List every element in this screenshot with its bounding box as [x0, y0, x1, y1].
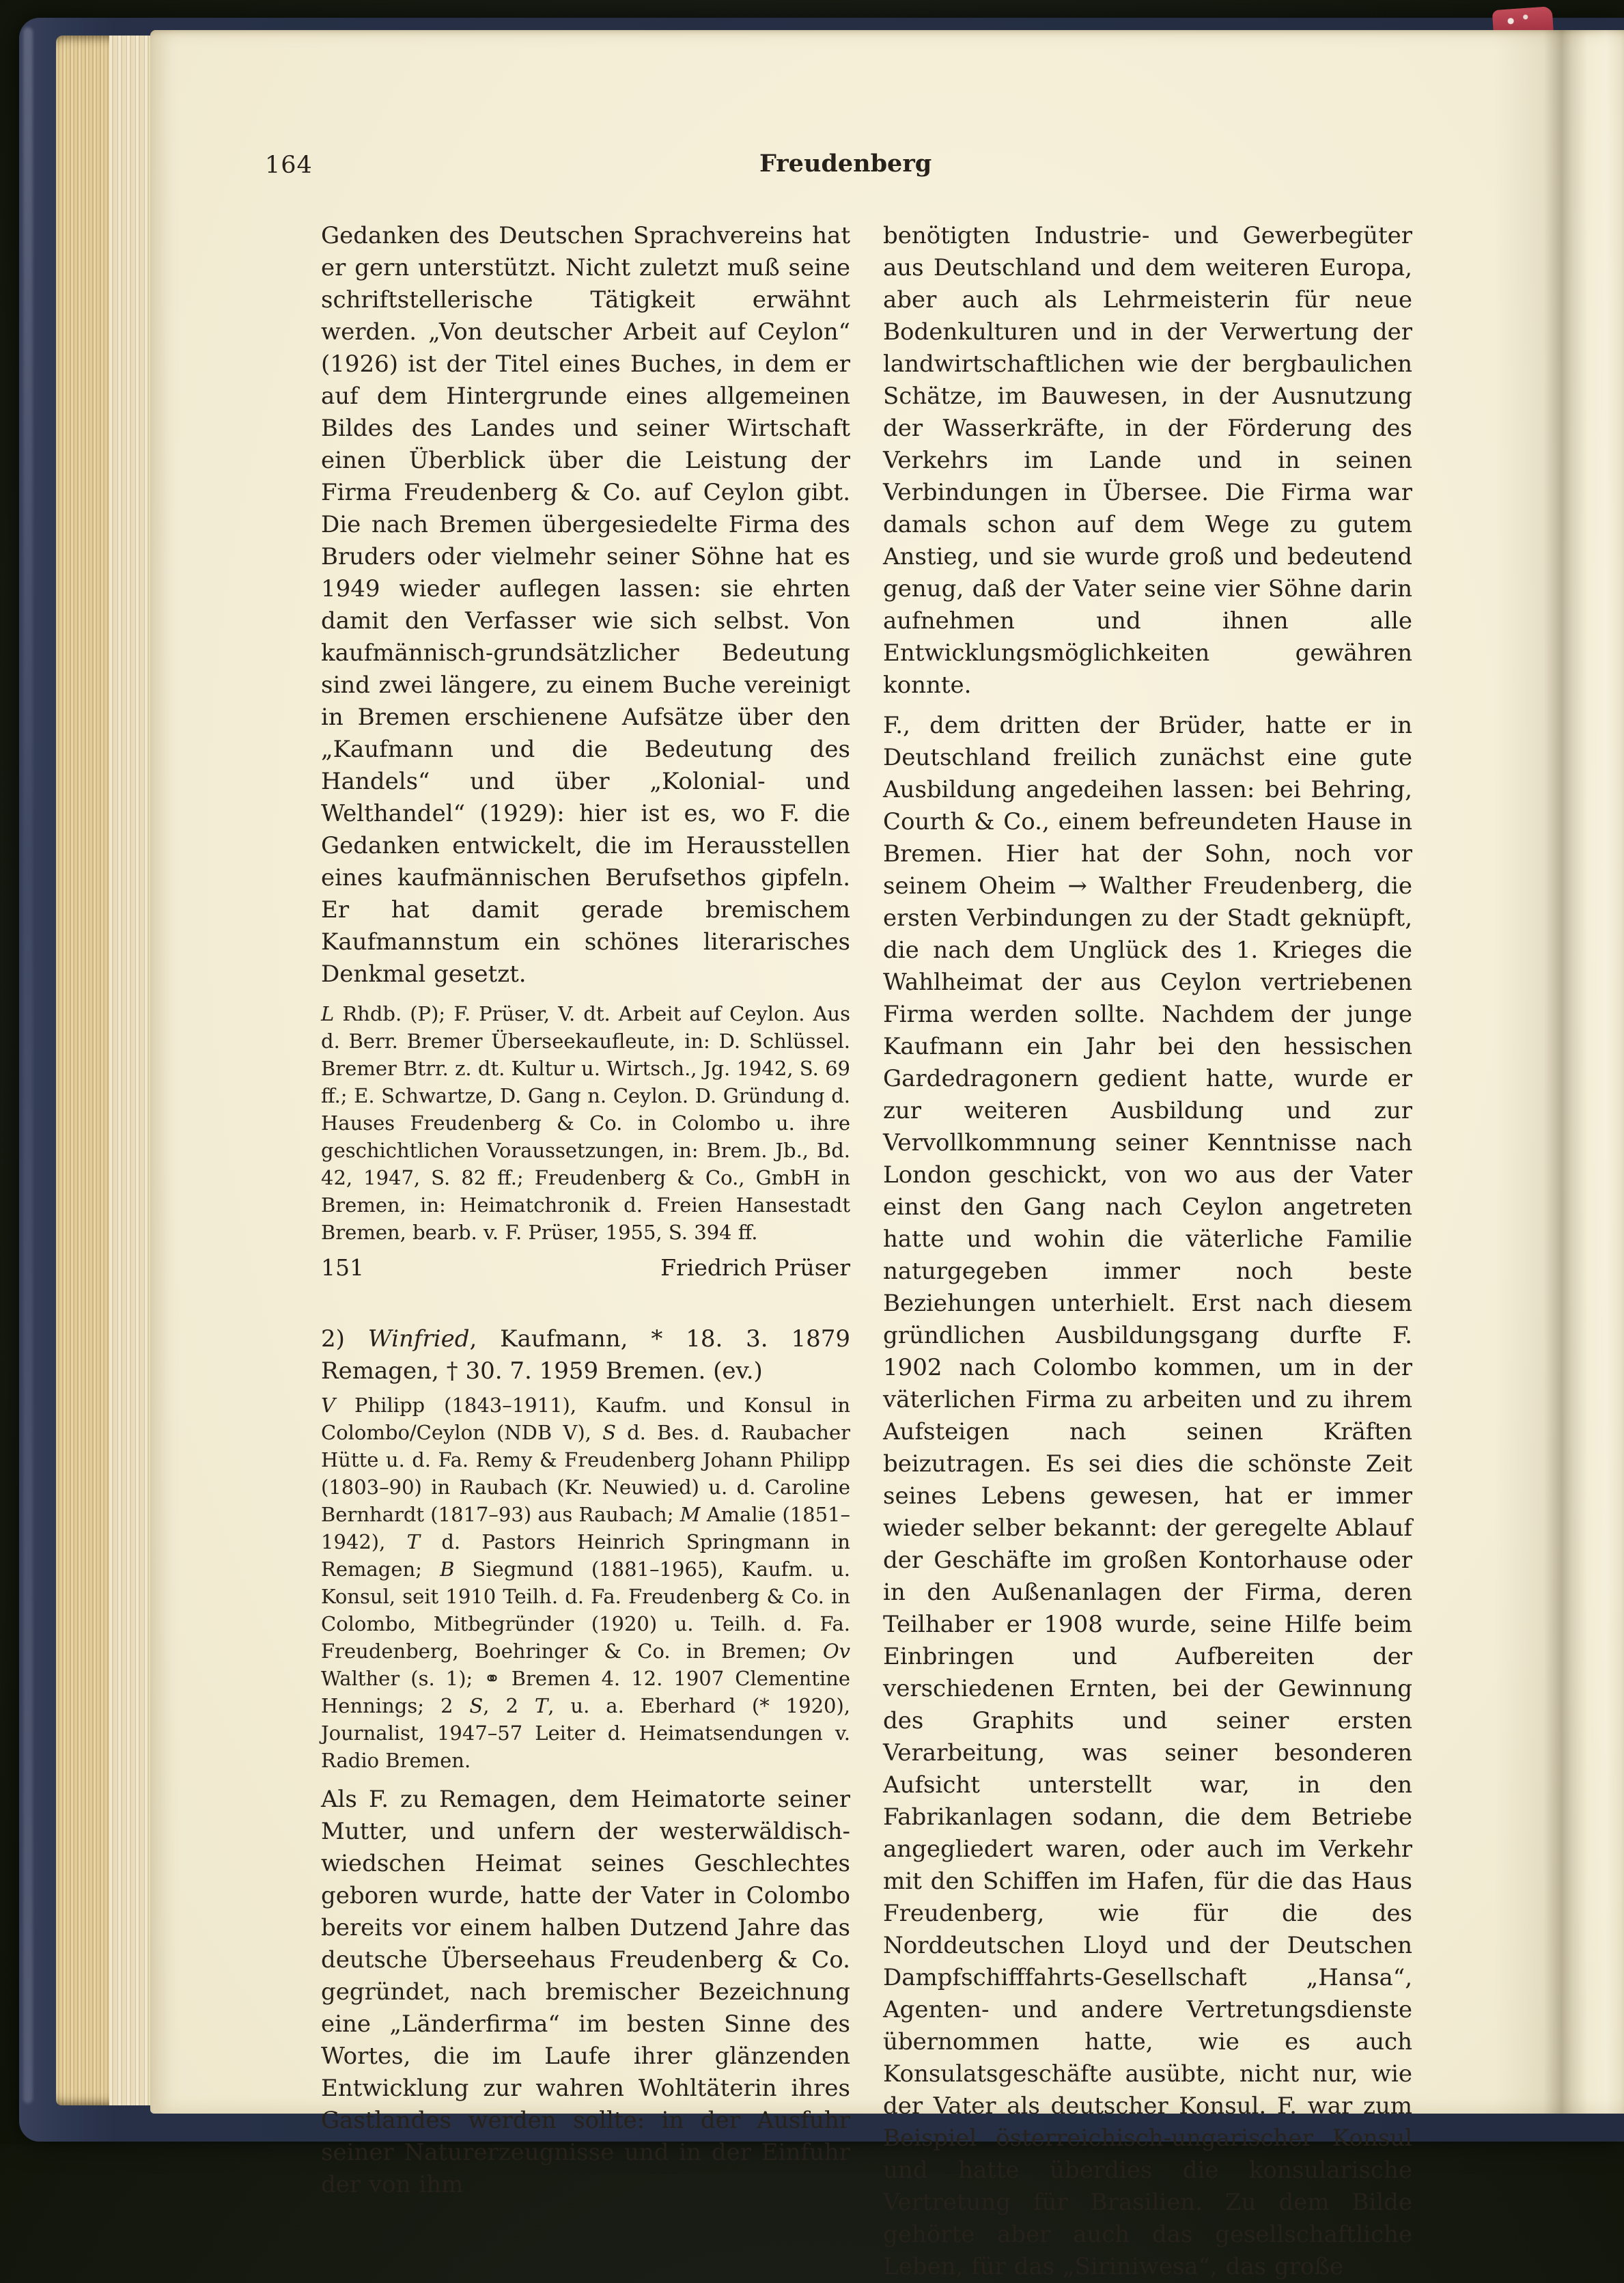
- bibliography-block: L Rhdb. (P); F. Prüser, V. dt. Arbeit auf Ceylon. Aus d. Berr. Bremer Überseekaufleute, in: D. Schlüssel. Bremer Btrr. z. dt. Kultur u. Wirtsch., Jg. 1942, S. 69 ff.; E. Schwartze, D. Gang n. Ceylon. D. Gründung d. Hauses Freudenberg & Co. in Colombo u. ihre geschichtlichen Voraussetzungen, in: Brem. Jb., Bd. 42, 1947, S. 82 ff.; Freudenberg & Co., GmbH in Bremen, in: Heimatchronik d. Freien Hansestadt Bremen, bearb. v. F. Prüser, 1955, S. 394 ff.: [321, 1002, 850, 1244]
- paragraph-continuation: Gedanken des Deutschen Sprachvereins hat er gern unterstützt. Nicht zuletzt muß seine schriftstellerische Tätigkeit erwähnt werden. „Von deutscher Arbeit auf Ceylon“ (1926) ist der Titel eines Buches, in dem er auf dem Hintergrunde eines allgemeinen Bildes des Landes und seiner Wirtschaft einen Überblick über die Leistung der Firma Freudenberg & Co. auf Ceylon gibt. Die nach Bremen übergesiedelte Firma des Bruders oder vielmehr seiner Söhne hat es 1949 wieder auflegen lassen: sie ehrten damit den Verfasser wie sich selbst. Von kaufmännisch-grundsätzlicher Bedeutung sind zwei längere, zu einem Buche vereinigt in Bremen erschienene Aufsätze über den „Kaufmann und die Bedeutung des Handels“ und über „Kolonial- und Welthandel“ (1929): hier ist es, wo F. die Gedanken entwickelt, die im Herausstellen eines kaufmännischen Berufsethos gipfeln. Er hat damit gerade bremischem Kaufmannstum ein schönes literarisches Denkmal gesetzt.: [321, 222, 850, 988]
- right-paragraph-2: F., dem dritten der Brüder, hatte er in Deutschland freilich zunächst eine gute Ausbildung angedeihen lassen: bei Behring, Courth & Co., einem befreundeten Hause in Bremen. Hier hat der Sohn, noch vor seinem Oheim → Walther Freudenberg, die ersten Verbindungen zu der Stadt geknüpft, die nach dem Unglück des 1. Krieges die Wahlheimat der aus Ceylon vertriebenen Firma werden sollte. Nachdem der junge Kaufmann ein Jahr bei den hessischen Gardedragonern gedient hatte, wurde er zur weiteren Ausbildung und zur Vervollkommnung seiner Kenntnisse nach London geschickt, von wo aus der Vater einst den Gang nach Ceylon angetreten hatte und wohin die väterliche Familie naturgegeben immer noch beste Beziehungen unterhielt. Erst nach diesem gründlichen Ausbildungsgang durfte F. 1902 nach Colombo kommen, um in der väterlichen Firma zu arbeiten und zu ihrem Aufsteigen nach seinen Kräften beizutragen. Es sei dies die schönste Zeit seines Lebens gewesen, hat er immer wieder selber bekannt: der geregelte Ablauf der Geschäfte im großen Kontorhause oder in den Außenanlagen der Firma, deren Teilhaber er 1908 wurde, seine Hilfe beim Einbringen und Aufbereiten der verschiedenen Ernten, bei der Gewinnung des Graphits und seiner ersten Verarbeitung, was seiner besonderen Aufsicht unterstellt war, in den Fabrikanlagen sodann, die dem Betriebe angegliedert waren, oder auch im Verkehr mit den Schiffen im Hafen, für die das Haus Freudenberg, wie für die des Norddeutschen Lloyd und der Deutschen Dampfschifffahrts-Gesellschaft „Hansa“, Agenten- und andere Vertretungsdienste übernommen hatte, wie es auch Konsulatsgeschäfte ausübte, nicht nur, wie der Vater als deutscher Konsul. F. war zum Beispiel österreichisch-ungarischer Konsul und hatte überdies die konsularische Vertretung für Brasilien. Zu dem Bilde gehörte aber auch das gesellschaftliche Leben, für das „Siriniwesa“, das große: [883, 712, 1412, 2280]
- left-column: [321, 220, 850, 2201]
- signature-row: [321, 1251, 850, 1284]
- book-spine-highlight: [23, 27, 33, 2103]
- entry-number: 151: [321, 1254, 364, 1281]
- book-page: [150, 30, 1624, 2280]
- right-paragraph-1: benötigten Industrie- und Gewerbegüter aus Deutschland und dem weiteren Europa, aber auch als Lehrmeisterin für neue Bodenkulturen und in der Verwertung der landwirtschaftlichen wie der bergbaulichen Schätze, im Bauwesen, in der Ausnutzung der Wasserkräfte, in der Förderung des Verkehrs im Lande und in seinen Verbindungen in Übersee. Die Firma war damals schon auf dem Wege zu gutem Anstieg, und sie wurde groß und bedeutend genug, daß der Vater seine vier Söhne darin aufnehmen und ihnen alle Entwicklungsmöglichkeiten gewähren konnte.: [883, 222, 1412, 699]
- author-signature: Friedrich Prüser: [660, 1254, 850, 1281]
- page-number: 164: [265, 152, 313, 179]
- entry-heading: 2) Winfried, Kaufmann, * 18. 3. 1879 Remagen, † 30. 7. 1959 Bremen. (ev.): [321, 1325, 850, 1385]
- right-column: [883, 220, 1412, 2283]
- gutter-shadow: [1494, 30, 1624, 2114]
- running-head: Freudenberg: [759, 150, 932, 178]
- genealogy-block: V Philipp (1843–1911), Kaufm. und Konsul in Colombo/Ceylon (NDB V), S d. Bes. d. Raubacher Hütte u. d. Fa. Remy & Freudenberg Johann Philipp (1803–90) in Raubach (Kr. Neuwied) u. d. Caroline Bernhardt (1817–93) aus Raubach; M Amalie (1851–1942), T d. Pastors Heinrich Springmann in Remagen; B Siegmund (1881–1965), Kaufm. u. Konsul, seit 1910 Teilh. d. Fa. Freudenberg & Co. in Colombo, Mitbegründer (1920) u. Teilh. d. Fa. Freudenberg, Boehringer & Co. in Bremen; Ov Walther (s. 1); ⚭ Bremen 4. 12. 1907 Clementine Hennings; 2 S, 2 T, u. a. Eberhard (* 1920), Journalist, 1947–57 Leiter d. Heimatsendungen v. Radio Bremen.: [321, 1394, 851, 1772]
- biography-paragraph: Als F. zu Remagen, dem Heimatorte seiner Mutter, und unfern der westerwäldisch-wiedschen Heimat seines Geschlechtes geboren wurde, hatte der Vater in Colombo bereits vor einem halben Dutzend Jahre das deutsche Überseehaus Freudenberg & Co. gegründet, nach bremischer Bezeichnung eine „Länderfirma“ im besten Sinne des Wortes, die im Laufe ihrer glänzenden Entwicklung zur wahren Wohltäterin ihres Gastlandes werden sollte: in der Ausfuhr seiner Naturerzeugnisse und in der Einfuhr der von ihm: [321, 1786, 850, 2198]
